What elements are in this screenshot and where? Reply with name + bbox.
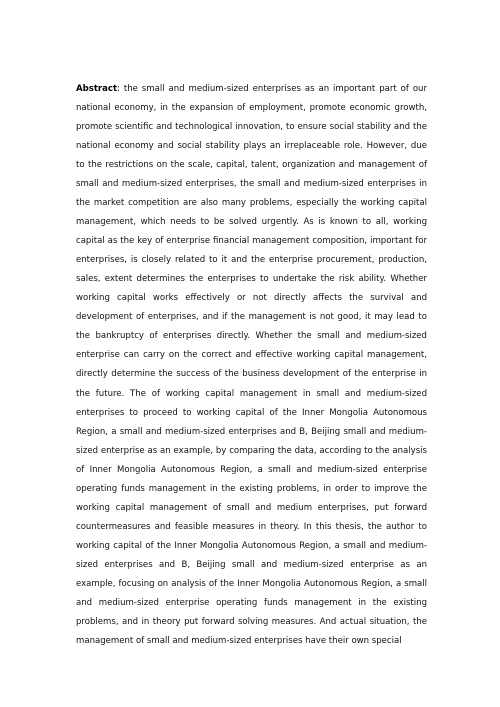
abstract-label: Abstract: [76, 84, 118, 94]
abstract-paragraph: [76, 80, 427, 651]
abstract-text: : the small and medium-sized enterprises as an important part of our national economy, in the expansion of employment, promote economic growth, promote scientific and technological innovation, to ensure social stability and the national economy and social stability plays an irreplaceable role. However, due to the restrictions on the scale, capital, talent, organization and management of small and medium-sized enterprises, the small and medium-sized enterprises in the market competition are also many problems, especially the working capital management, which needs to be solved urgently. As is known to all, working capital as the key of enterprise financial management composition, important for enterprises, is closely related to it and the enterprise procurement, production, sales, extent determines the enterprises to undertake the risk ability. Whether working capital works effectively or not directly affects the survival and development of enterprises, and if the management is not good, it may lead to the bankruptcy of enterprises directly. Whether the small and medium-sized enterprise can carry on the correct and effective working capital management, directly determine the success of the business development of the enterprise in the future. The of working capital management in small and medium-sized enterprises to proceed to working capital of the Inner Mongolia Autonomous Region, a small and medium-sized enterprises and B, Beijing small and medium-sized enterprise as an example, by comparing the data, according to the analysis of Inner Mongolia Autonomous Region, a small and medium-sized enterprise operating funds management in the existing problems, in order to improve the working capital management of small and medium enterprises, put forward countermeasures and feasible measures in theory. In this thesis, the author to working capital of the Inner Mongolia Autonomous Region, a small and medium-sized enterprises and B, Beijing small and medium-sized enterprise as an example, focusing on analysis of the Inner Mongolia Autonomous Region, a small and medium-sized enterprise operating funds management in the existing problems, and in theory put forward solving measures. And actual situation, the management of small and medium-sized enterprises have their own special: [76, 84, 427, 646]
